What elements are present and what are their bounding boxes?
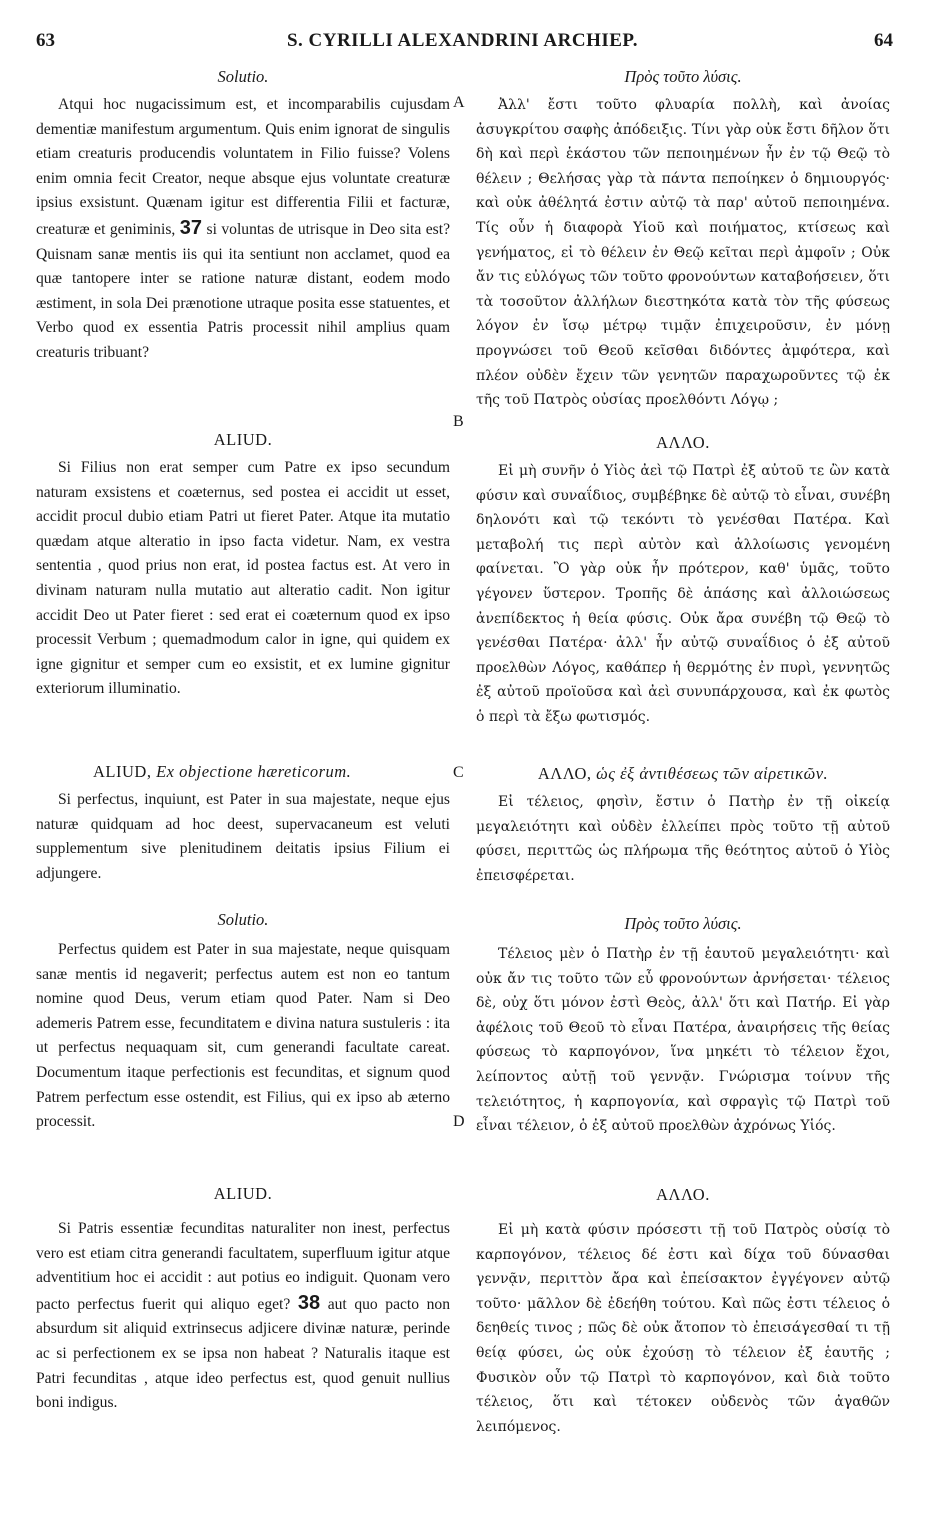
section-heading: ΑΛΛΟ, ὡς ἐξ ἀντιθέσεως τῶν αἱρετικῶν. xyxy=(537,764,829,783)
margin-marker-a: A xyxy=(453,94,465,111)
section-heading: ALIUD. xyxy=(213,1184,273,1203)
latin-section-objection xyxy=(36,761,450,886)
section-heading: ΑΛΛΟ. xyxy=(656,433,710,452)
section-paragraph: Atqui hoc nugacissimum est, et incomparabilis cujusdam dementiæ manifestum argumentum. Quis enim ignorat de singulis etiam creaturis producendis voluntatem in Filio fuisse? Volens enim omnia fecit Creator, neque absque ejus voluntate creaturæ ipsius exsistunt. Quænam igitur est differentia Filii et facturæ, creaturæ et geniminis, 37 si voluntas de utrisque in Deo sita est? Quisnam sanæ mentis iis qui ita sentiunt non acclamet, quod ea quæ tantopere inter se ratione naturæ distant, eodem modo æstiment, in sola Dei prænotione utraque posita esse statuentes, et Verbo quod ex essentia Patris processit nihil amplius quam creaturis tribuant? xyxy=(36,96,451,361)
page-number-left: 63 xyxy=(36,30,55,51)
running-title: S. CYRILLI ALEXANDRINI ARCHIEP. xyxy=(286,30,639,51)
section-heading: ΑΛΛΟ. xyxy=(656,1185,710,1204)
latin-section-solutio-2 xyxy=(36,909,450,1135)
section-paragraph: Εἰ μὴ κατὰ φύσιν πρόσεστι τῇ τοῦ Πατρὸς οὐσίᾳ τὸ καρπογόνον, τέλειος δέ ἐστι καὶ δίχα τοῦ δύνασθαι γεννᾷν, περιττὸν ἄρα καὶ ἐπείσακτον ἐγγέγονεν αὐτῷ τοῦτο· μᾶλλον δὲ ἐδεήθη τούτου. Καὶ πῶς ἐστι τέλειος ὁ δεηθείς τινος ; πῶς δὲ οὐκ ἄτοπον τὸ ἐπεισάγεσθαί τι τῇ θείᾳ φύσει, ὡς οὐκ ἐχούσῃ τὸ τέλειον ἐξ ἑαυτῆς ; Φυσικὸν οὖν τῷ Πατρὶ τὸ καρπογόνον, καὶ διὰ τοῦτο τέλειος, ὅτι καὶ τέτοκεν οὐδενὸς τῶν ἀγαθῶν λειπόμενος. xyxy=(476,1222,890,1435)
section-paragraph: Τέλειος μὲν ὁ Πατὴρ ἐν τῇ ἑαυτοῦ μεγαλειότητι· καὶ οὐκ ἄν τις τοῦτο τῶν εὖ φρονούντων ἀρνήσεται· τέλειος δὲ, οὐχ ὅτι μόνον ἐστὶ Θεὸς, ἀλλ' ὅτι καὶ Πατήρ. Εἰ γὰρ ἀφέλοις τοῦ Θεοῦ τὸ εἶναι Πατέρα, ἀναιρήσεις τῆς θείας φύσεως τὸ καρπογόνον, ἵνα μηκέτι τὸ τέλειον ἔχοι, λείποντος αὐτῇ τοῦ γεννᾷν. Γνώρισμα τοίνυν τῆς τελειότητος, ἡ καρπογονία, καὶ σφραγὶς τῷ Πατρὶ τοῦ εἶναι τέλειον, ὁ ἐξ αὐτοῦ προελθὼν ἀχρόνως Υἱός. xyxy=(476,946,890,1135)
greek-section-objection xyxy=(476,763,890,888)
marginal-number: 37 xyxy=(179,216,203,239)
marginal-number: 38 xyxy=(297,1291,321,1314)
page-number-right: 64 xyxy=(874,30,893,51)
section-paragraph: Ἀλλ' ἔστι τοῦτο φλυαρία πολλὴ, καὶ ἀνοίας ἀσυγκρίτου σαφὴς ἀπόδειξις. Τίνι γὰρ οὐκ ἔστι δῆλον ὅτι δὴ καὶ περὶ ἑκάστου τῶν πεποιημένων ἦν ἐν τῷ Θεῷ τὸ θέλειν ; Θελήσας γὰρ τὰ πάντα πεποίηκεν ὁ δημιουργός· καὶ οὐκ ἀθέλητά ἐστιν αὐτῷ τὰ παρ' αὐτοῦ πεποιημένα. Τίς οὖν ἡ διαφορὰ Υἱοῦ καὶ ποιήματος, κτίσεως καὶ γενήματος, εἰ τὸ θέλειν ἐν Θεῷ κεῖται περὶ ἀμφοῖν ; Οὐκ ἄν τις εὐλόγως τῶν τοῦτο φρονούντων καταβοήσειεν, ὅτι τὰ τοσοῦτον ἀλλήλων διεστηκότα κατὰ τὸν τῆς φύσεως λόγον ἐν ἴσῳ μέτρῳ τιμᾷν ἐπιχειροῦσιν, ἐν μόνῃ προγνώσει τοῦ Θεοῦ κεῖσθαι διδόντες ἀμφότερα, καὶ πλέον οὐδὲν ἔχειν τῶν γενητῶν παραχωροῦντες τῷ ἐκ τῆς τοῦ Πατρὸς οὐσίας προελθόντι Λόγῳ ; xyxy=(476,97,890,409)
greek-section-lysis xyxy=(476,66,890,413)
greek-section-lysis-2 xyxy=(476,913,890,1139)
section-paragraph: Perfectus quidem est Pater in sua majestate, neque quisquam sanæ mentis id negaverit; perfectus autem est non eo tantum nomine quod Deus, verum etiam quod Pater. Nam si Deo ademeris Patrem esse, fecunditatem e divina natura sustuleris : ita ut perfectus nequaquam sit, cum generandi facultate careat. Documentum itaque perfectionis est fecunditas, et signum quod Patrem perfectum esse ostendit, est Filius, qui ex ipso ab æterno processit. xyxy=(36,941,450,1131)
section-paragraph: Εἰ μὴ συνῆν ὁ Υἱὸς ἀεὶ τῷ Πατρὶ ἐξ αὐτοῦ τε ὢν κατὰ φύσιν καὶ συναΐδιος, συμβέβηκε δὲ αὐτῷ τὸ εἶναι, συνέβη δηλονότι καὶ τῷ τεκόντι τὸ γενέσθαι Πατέρα. Καὶ μεταβολή τις περὶ αὐτὸν καὶ ἀλλοίωσις γενομένη φαίνεται. Ὃ γὰρ οὐκ ἦν πρότερον, καθ' ὑμᾶς, τοῦτο γέγονεν ὕστερον. Τροπῆς δὲ ἁπάσης καὶ ἀλλοιώσεως ἀνεπίδεκτος ἡ θεία φύσις. Οὐκ ἄρα συνέβη τῷ Θεῷ τὸ γενέσθαι Πατέρα· ἀλλ' ἦν αὐτῷ συναΐδιος ὁ ἐξ αὐτοῦ προελθὼν Λόγος, καθάπερ ἡ θερμότης ἐν πυρὶ, γεννητῶς ἐξ αὐτοῦ προϊοῦσα καὶ ἀεὶ συνυπάρχουσα, καὶ ἐκ φωτὸς ὁ περὶ τὰ ἔξω φωτισμός. xyxy=(476,463,890,725)
section-heading: Solutio. xyxy=(217,910,269,929)
section-heading: Πρὸς τοῦτο λύσις. xyxy=(624,67,742,86)
section-heading: Solutio. xyxy=(217,67,269,86)
section-paragraph: Si perfectus, inquiunt, est Pater in sua majestate, neque ejus naturæ quidquam ad hoc deest, supervacaneum est veluti supplementum sive plenitudinem deitatis ipsius Filium ei adjungere. xyxy=(36,791,450,882)
latin-section-solutio xyxy=(36,66,450,366)
section-heading: Πρὸς τοῦτο λύσις. xyxy=(624,914,742,933)
latin-section-aliud-2 xyxy=(36,1183,450,1416)
margin-marker-d: D xyxy=(453,1113,465,1130)
section-paragraph: Εἰ τέλειος, φησὶν, ἔστιν ὁ Πατὴρ ἐν τῇ οἰκείᾳ μεγαλειότητι καὶ οὐδὲν ἐλλείπει πρὸς τοῦτο τῇ αὐτοῦ φύσει, περιττῶς ὡς πλήρωμα τῆς θεότητος αὐτοῦ ὁ Υἱὸς ἐπεισφέρεται. xyxy=(476,794,890,884)
greek-section-allo-2 xyxy=(476,1184,890,1439)
margin-marker-b: B xyxy=(453,413,464,430)
section-paragraph: Si Filius non erat semper cum Patre ex ipso secundum naturam exsistens et coæternus, sed postea ei accidit ut esset, accidit procul dubio etiam Patri ut fieret Pater. Atque ita mutatio quædam atque alteratio in ipso facta videtur. Nam, ex vestra sententia , quod prius non erat, id postea factus est. At vero in divinam naturam nulla mutatio aut alteratio cadit. Non igitur accidit Deo ut Pater fieret : sed erat ei coæternum quod ex ipso processit Verbum ; quemadmodum calor in igne, qui quidem ex igne gignitur et semper cum eo exsistit, et ex lumine gignitur exteriorum illuminatio. xyxy=(36,459,450,698)
section-heading: ALIUD. xyxy=(213,430,273,449)
section-paragraph: Si Patris essentiæ fecunditas naturaliter non inest, perfectus vero est etiam citra generandi facultatem, superfluum igitur atque adventitium hoc ei accidit : aut potius eo indiguit. Quonam vero pacto perfectus fuerit qui aliquo eget? 38 aut quo pacto non absurdum sit aliquid extrinsecus adjicere divinæ naturæ, perinde ac si perfectionem ex se ipsa non habeat ? Naturalis itaque est Patri fecunditas , atque ideo perfectus est, quod genuit nullius boni indigus. xyxy=(36,1220,451,1412)
latin-section-aliud-1 xyxy=(36,429,450,702)
running-header xyxy=(0,30,925,60)
greek-section-allo-1 xyxy=(476,432,890,730)
margin-marker-c: C xyxy=(453,764,464,781)
section-heading: ALIUD, Ex objectione hæreticorum. xyxy=(93,762,352,781)
